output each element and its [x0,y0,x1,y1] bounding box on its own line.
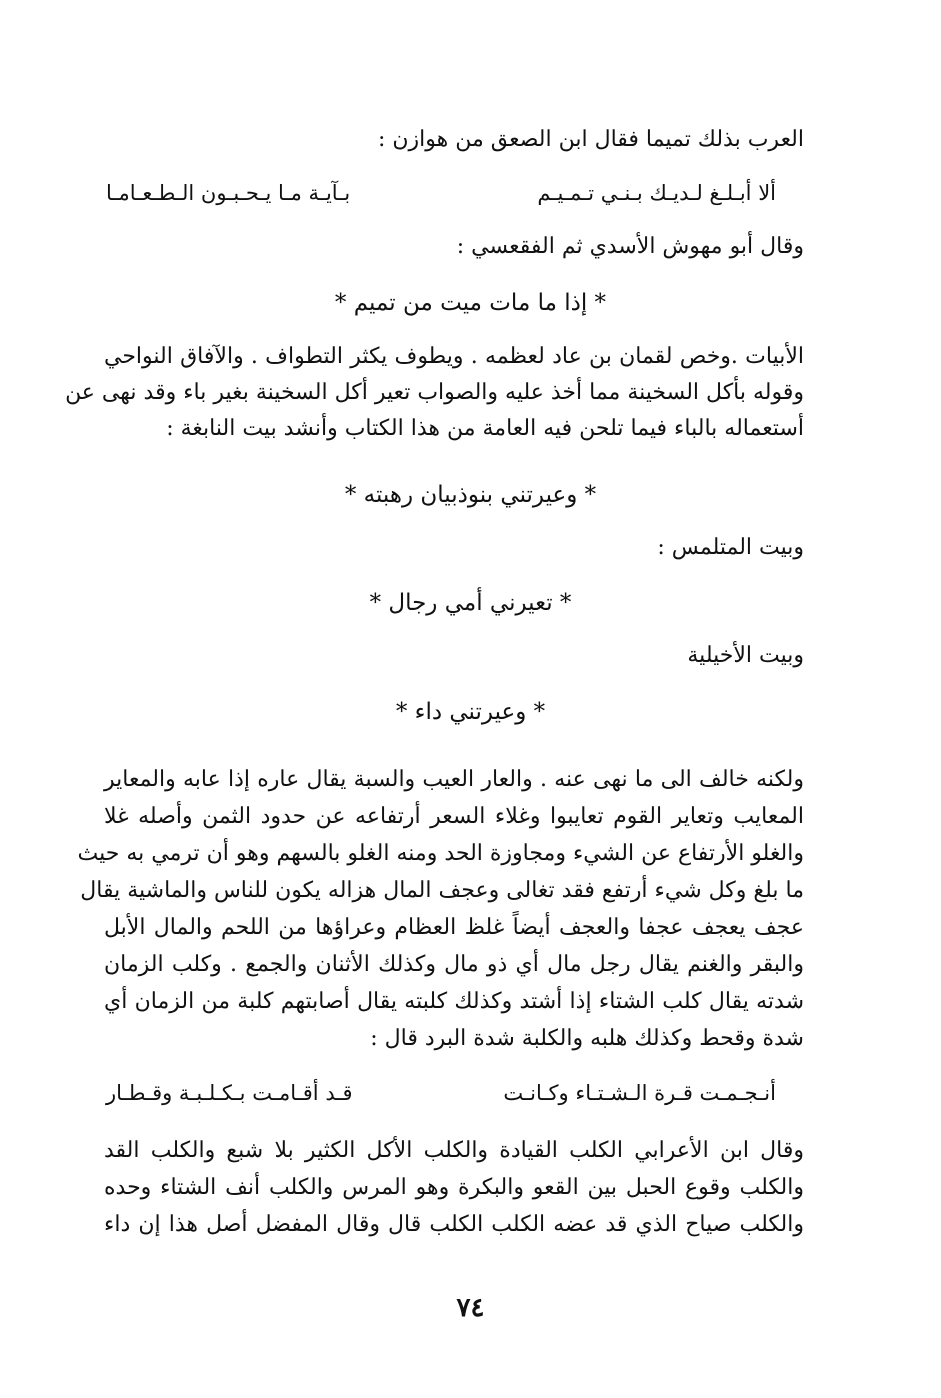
verse-second-hemistich: بـآيـة مـا يـحـبـون الـطـعـامـا [106,181,351,205]
paragraph-line: والكلب صياح الذي قد عضه الكلب الكلب قال وقال المفضل أصل هذا إن داء [104,1212,804,1237]
verse-1 [106,178,776,208]
paragraph-line: وقال ابن الأعرابي الكلب القيادة والكلب الأكل الكثير بلا شبع والكلب القد [104,1138,804,1163]
verse-second-hemistich: قـد أقـامـت بـكـلـبـة وقـطـار [106,1081,353,1105]
paragraph-line: والغلو الأرتفاع عن الشيء ومجاوزة الحد ومنه الغلو بالسهم وهو أن ترمي به حيث [77,841,804,866]
verse-first-hemistich: أنـجـمـت قـرة الـشـتـاء وكـانـت [503,1081,776,1105]
paragraph-line: المعايب وتعاير القوم تعايبوا وغلاء السعر أرتفاعه عن حدود الثمن وأصله غلا [104,804,804,829]
paragraph-line: وقوله بأكل السخينة مما أخذ عليه والصواب تعير أكل السخينة بغير باء وقد نهى عن [65,380,804,405]
text-line: وقال أبو مهوش الأسدي ثم الفقعسي : [456,234,804,259]
paragraph-line: والبقر والغنم يقال رجل مال أي ذو مال وكذلك الأثنان والجمع . وكلب الزمان [104,952,804,977]
text-line: وبيت المتلمس : [657,535,804,560]
paragraph-line: ما بلغ وكل شيء أرتفع فقد تغالى وعجف المال هزاله يكون للناس والماشية يقال [80,878,804,903]
quoted-verse: * تعيرني أمي رجال * [369,590,572,616]
paragraph-line: عجف يعجف عجفا والعجف أيضاً غلظ العظام وعراؤها من اللحم والمال الأبل [104,915,804,940]
paragraph-line: شدته يقال كلب الشتاء إذا أشتد وكذلك كلبته يقال أصابتهم كلبة من الزمان أي [104,989,804,1014]
paragraph-line: شدة وقحط وكذلك هلبه والكلبة شدة البرد قال : [370,1026,804,1051]
quoted-verse: * إذا ما مات ميت من تميم * [334,290,607,316]
paragraph-line: أستعماله بالباء فيما تلحن فيه العامة من هذا الكتاب وأنشد بيت النابغة : [166,416,804,441]
paragraph-line: والكلب وقوع الحبل بين القعو والبكرة وهو المرس والكلب أنف الشتاء وحده [104,1175,804,1200]
text-line: العرب بذلك تميما فقال ابن الصعق من هوازن : [377,127,804,152]
paragraph-line: ولكنه خالف الى ما نهى عنه . والعار العيب والسبة يقال عاره إذا عابه والمعاير [104,767,804,792]
page-number: ٧٤ [456,1293,485,1323]
verse-first-hemistich: ألا أبـلـغ لـديـك بـنـي تـمـيـم [537,181,776,205]
verse-2 [106,1078,776,1108]
text-line: وبيت الأخيلية [687,643,804,668]
paragraph-line: الأبيات .وخص لقمان بن عاد لعظمه . ويطوف يكثر التطواف . والآفاق النواحي [104,344,804,369]
quoted-verse: * وعيرتني داء * [395,699,546,725]
quoted-verse: * وعيرتني بنوذبيان رهبته * [344,482,597,508]
